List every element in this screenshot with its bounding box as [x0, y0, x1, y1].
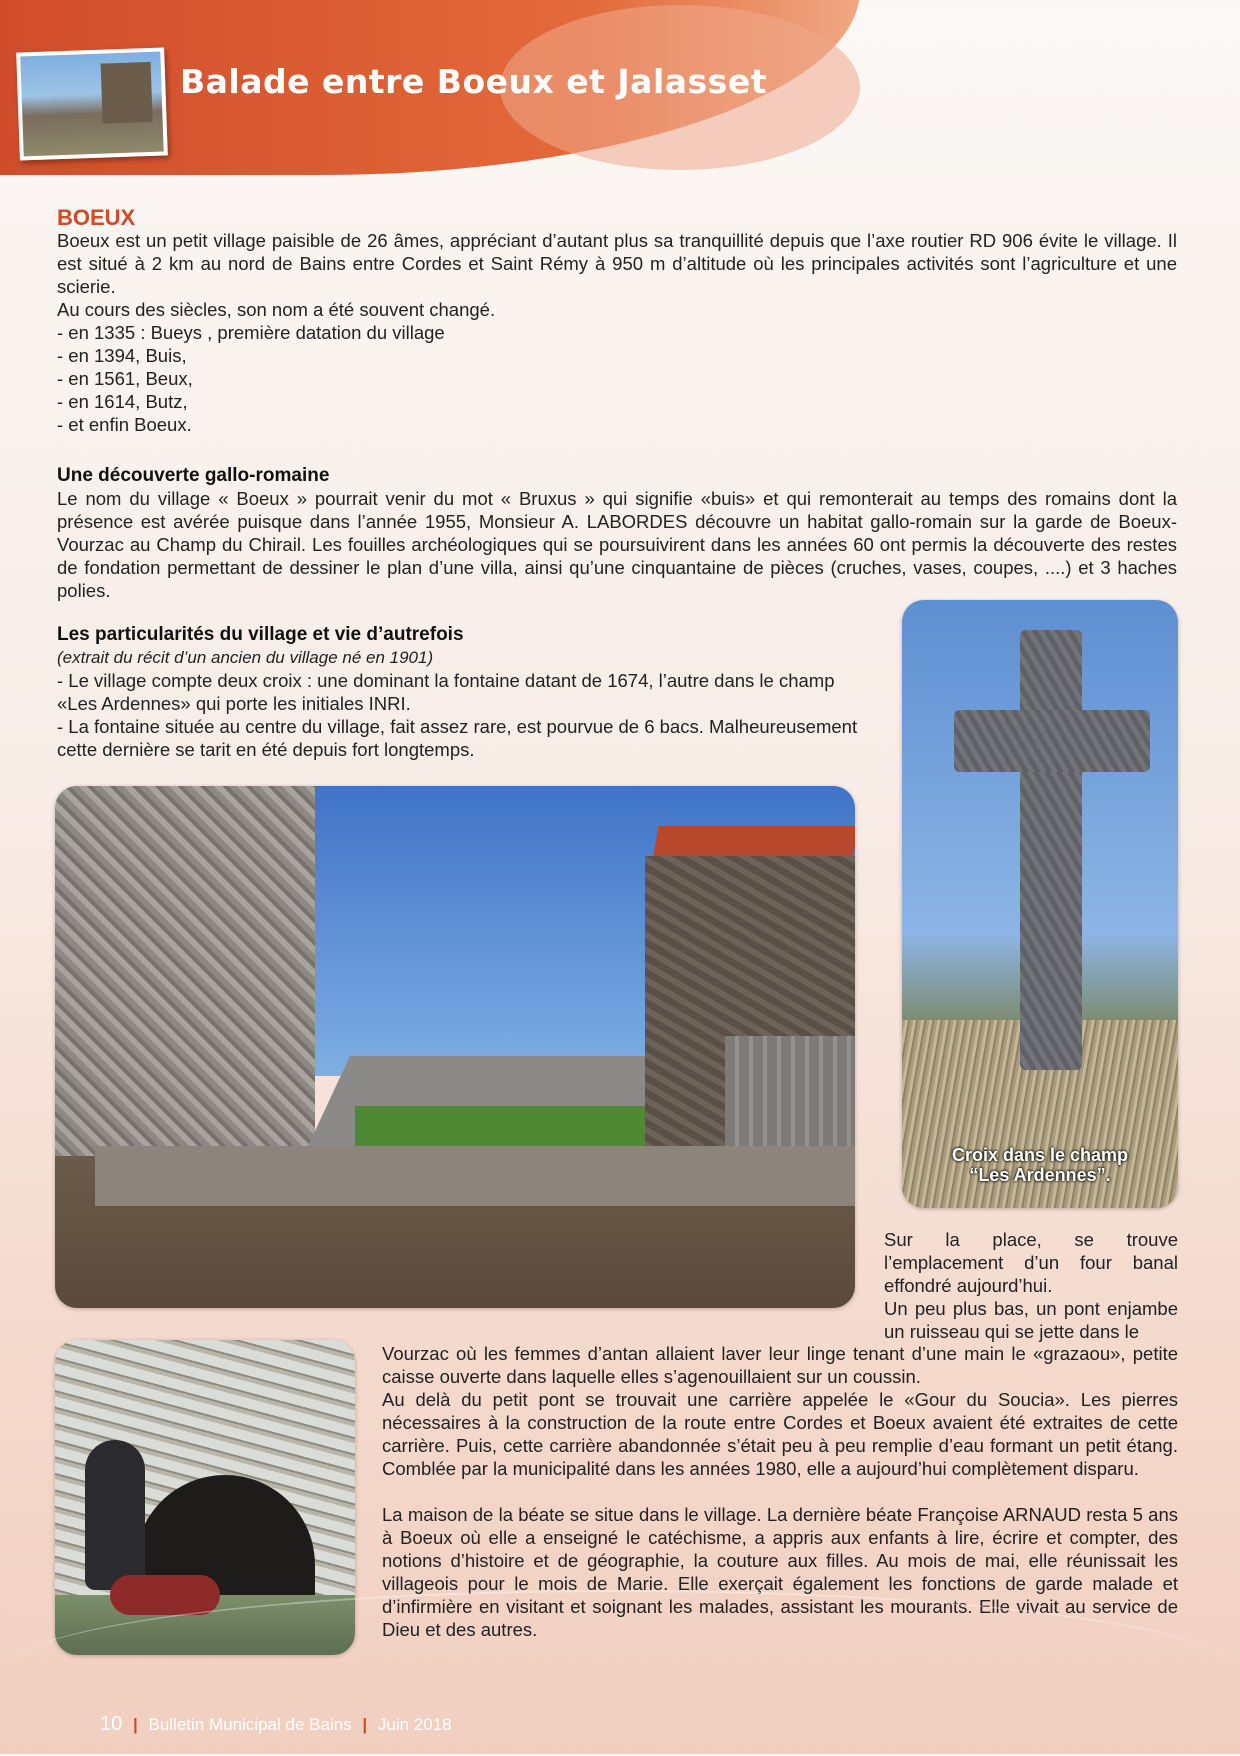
cross-arm	[954, 710, 1150, 772]
place-text-2: Un peu plus bas, un pont enjambe un ruisseau qui se jette dans le	[884, 1298, 1178, 1342]
publication-name: Bulletin Municipal de Bains	[148, 1715, 352, 1734]
header-photo	[16, 47, 168, 160]
paragraph-spacer	[382, 1480, 1178, 1503]
boeux-title: BOEUX	[57, 205, 136, 230]
page-title: Balade entre Boeux et Jalasset	[180, 62, 767, 101]
gallo-title: Une découverte gallo-romaine	[57, 465, 330, 486]
place-text-1: Sur la place, se trouve l’emplacement d’un four banal effondré aujourd’hui.	[884, 1229, 1178, 1296]
page-footer	[100, 1713, 458, 1736]
place-text-4: Au delà du petit pont se trouvait une carrière appelée le «Gour du Soucia». Les pierres nécessaires à la construction de la route entre Cordes et Boeux avaient été extraites de cette carrière. Puis, cette carrière abandonnée s’était peu à peu remplie d’eau formant un petit étang. Comblée par la municipalité dans les années 1980, elle a aujourd’hui complètement disparu.	[382, 1389, 1178, 1479]
page-number: 10	[100, 1713, 123, 1735]
gallo-text: Le nom du village « Boeux » pourrait venir du mot « Bruxus » qui signifie «buis» et qui remonterait au temps des romains dont la présence est avérée puisque dans l’année 1955, Monsieur A. LABORDES découvre un habitat gallo-romain sur la garde de Boeux-Vourzac au Champ du Chirail. Les fouilles archéologiques qui se poursuivirent dans les années 60 ont permis la découverte des restes de fondation permettant de dessiner le plan d’une villa, ainsi qu’une cinquantaine de pièces (cruches, vases, coupes, ....) et 3 haches polies.	[57, 488, 1177, 601]
particularites-item: - La fontaine située au centre du village, fait assez rare, est pourvue de 6 bacs. Malheureusement cette dernière se tarit en été depuis fort longtemps.	[57, 716, 858, 760]
place-section-top	[884, 1228, 1178, 1343]
photo-stone-house	[55, 786, 315, 1156]
washerwoman-figure	[85, 1440, 145, 1590]
gallo-section	[57, 464, 1177, 602]
particularites-item: - Le village compte deux croix : une dominant la fontaine datant de 1674, l’autre dans le champ «Les Ardennes» qui porte les initiales INRI.	[57, 670, 835, 714]
particularites-title: Les particularités du village et vie d’autrefois	[57, 624, 464, 645]
boeux-names-intro: Au cours des siècles, son nom a été souvent changé.	[57, 299, 496, 320]
village-photo	[55, 786, 855, 1308]
boeux-section	[57, 206, 1177, 436]
boeux-name-item: - en 1335 : Bueys , première datation du village	[57, 322, 445, 343]
washerwoman-skirt	[110, 1575, 220, 1615]
place-text-3: Vourzac où les femmes d’antan allaient laver leur linge tenant d’une main le «grazaou», petite caisse ouverte dans laquelle elles s’agenouillaient sur un coussin.	[382, 1343, 1178, 1387]
cross-caption-line2: “Les Ardennes”.	[969, 1165, 1111, 1185]
boeux-name-item: - et enfin Boeux.	[57, 414, 192, 435]
particularites-subtitle: (extrait du récit d’un ancien du village né en 1901)	[57, 648, 434, 667]
cross-caption-line1: Croix dans le champ	[951, 1145, 1129, 1165]
publication-date: Juin 2018	[377, 1715, 452, 1734]
boeux-name-item: - en 1614, Butz,	[57, 391, 188, 412]
cross-caption	[902, 1145, 1178, 1185]
cross-shaft	[1020, 630, 1082, 1070]
cross-photo	[902, 600, 1178, 1208]
boeux-name-item: - en 1394, Buis,	[57, 345, 187, 366]
boeux-intro: Boeux est un petit village paisible de 26 âmes, appréciant d’autant plus sa tranquillité depuis que l’axe routier RD 906 évite le village. Il est situé à 2 km au nord de Bains entre Cordes et Saint Rémy à 950 m d’altitude où les principales activités sont l’agriculture et une scierie.	[57, 230, 1177, 297]
boeux-name-item: - en 1561, Beux,	[57, 368, 193, 389]
footer-separator: |	[362, 1715, 368, 1734]
place-text-5: La maison de la béate se situe dans le village. La dernière béate Françoise ARNAUD resta 5 ans à Boeux où elle a enseigné le catéchisme, a appris aux enfants à lire, écrire et compter, des notions d’histoire et de géographie, la couture aux filles. Au mois de mai, elle réunissait les villageois pour le mois de Marie. Elle exerçait également les fonctions de garde malade et d’infirmière en visitant et soignant les malades, assistant les mourants. Elle vivait au service de Dieu et des autres.	[382, 1504, 1178, 1640]
particularites-section	[57, 623, 867, 761]
footer-separator: |	[132, 1715, 138, 1734]
photo-fountain-trough	[95, 1146, 855, 1206]
